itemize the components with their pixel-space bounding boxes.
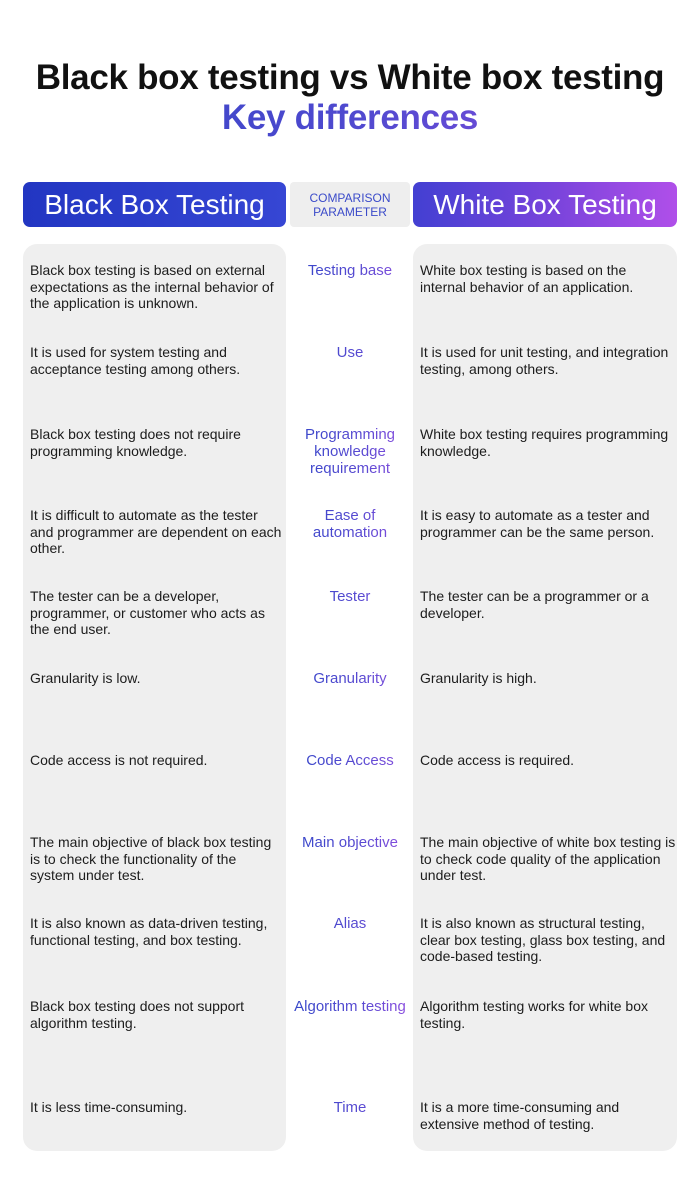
white-box-cell: It is also known as structural testing, clear box testing, glass box testing, and code-based testing. (420, 915, 666, 964)
black-box-cell: It is used for system testing and acceptance testing among others. (30, 344, 241, 377)
parameter-cell: Testing base (290, 262, 410, 279)
black-box-cell: It is difficult to automate as the tester and programmer are dependent on each other. (30, 507, 282, 556)
comparison-row (0, 998, 700, 1080)
page-subtitle: Key differences (0, 98, 700, 138)
white-box-cell: The tester can be a programmer or a developer. (420, 588, 649, 621)
parameter-cell: Main objective (290, 834, 410, 851)
comparison-row (0, 834, 700, 916)
comparison-row (0, 507, 700, 589)
comparison-parameter-line-2: PARAMETER (313, 204, 387, 219)
black-box-cell: It is also known as data-driven testing, functional testing, and box testing. (30, 915, 268, 948)
white-box-cell: It is used for unit testing, and integration testing, among others. (420, 344, 669, 377)
black-box-cell: Black box testing does not require programming knowledge. (30, 426, 241, 459)
white-box-cell: It is easy to automate as a tester and programmer can be the same person. (420, 507, 655, 540)
parameter-cell: Alias (290, 915, 410, 932)
white-box-cell: Algorithm testing works for white box testing. (420, 998, 648, 1031)
page-title: Black box testing vs White box testing (35, 58, 665, 97)
parameter-cell: Time (290, 1099, 410, 1116)
black-box-cell: Granularity is low. (30, 670, 141, 686)
comparison-row (0, 1099, 700, 1181)
white-box-cell: Granularity is high. (420, 670, 537, 686)
black-box-cell: Black box testing does not support algorithm testing. (30, 998, 245, 1031)
parameter-cell: Tester (290, 588, 410, 605)
black-box-cell: The tester can be a developer, programmer, or customer who acts as the end user. (30, 588, 265, 637)
white-box-cell: It is a more time-consuming and extensive method of testing. (420, 1099, 620, 1132)
white-box-cell: White box testing is based on the internal behavior of an application. (420, 262, 634, 295)
black-box-cell: Black box testing is based on external expectations as the internal behavior of the application is unknown. (30, 262, 274, 311)
comparison-row (0, 670, 700, 752)
parameter-cell: Programming knowledge requirement (290, 426, 410, 477)
black-box-cell: Code access is not required. (30, 752, 208, 768)
parameter-cell: Use (290, 344, 410, 361)
parameter-cell: Granularity (290, 670, 410, 687)
parameter-cell: Algorithm testing (290, 998, 410, 1015)
white-box-cell: The main objective of white box testing is to check code quality of the application under test. (420, 834, 676, 883)
black-box-cell: The main objective of black box testing is to check the functionality of the system under test. (30, 834, 272, 883)
comparison-row (0, 426, 700, 508)
comparison-row (0, 588, 700, 670)
parameter-cell: Ease of automation (290, 507, 410, 541)
comparison-row (0, 915, 700, 997)
comparison-row (0, 752, 700, 834)
parameter-cell: Code Access (290, 752, 410, 769)
comparison-row (0, 344, 700, 426)
white-box-cell: Code access is required. (420, 752, 575, 768)
comparison-parameter-line-1: COMPARISON (309, 190, 391, 205)
white-box-header: White Box Testing (413, 182, 677, 227)
white-box-cell: White box testing requires programming knowledge. (420, 426, 669, 459)
black-box-header: Black Box Testing (23, 182, 286, 227)
black-box-cell: It is less time-consuming. (30, 1099, 188, 1115)
comparison-row (0, 262, 700, 344)
